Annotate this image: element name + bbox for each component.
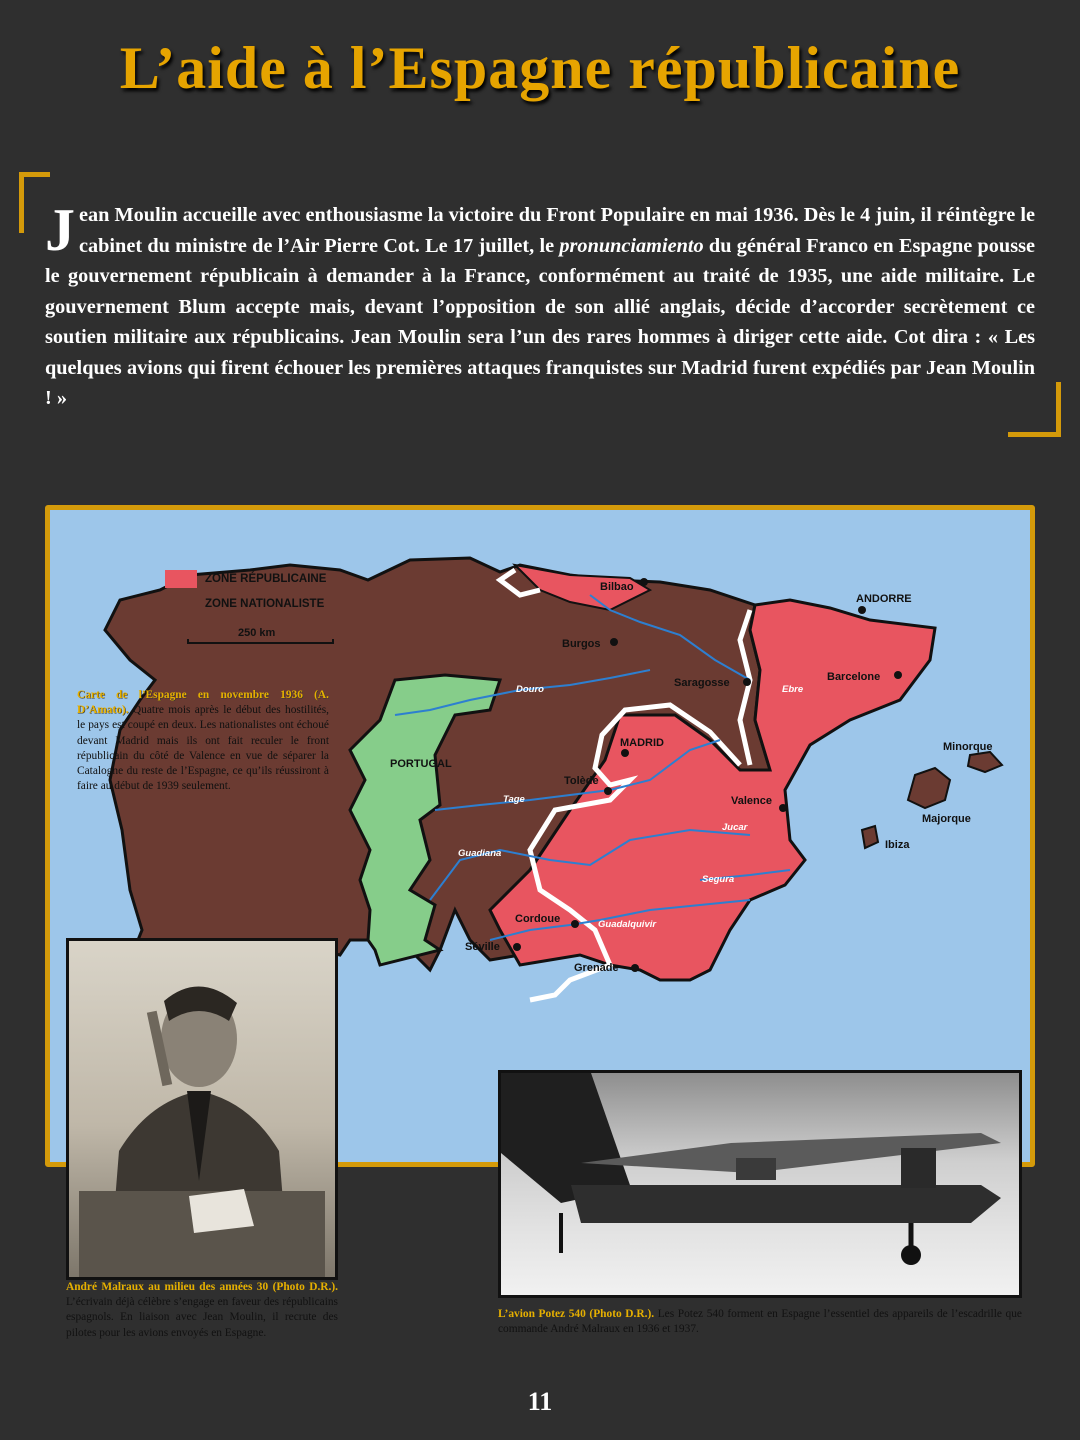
label-bilbao: Bilbao [600,581,634,593]
intro-emphasis: pronunciamiento [559,234,704,257]
label-segura: Segura [702,874,735,885]
label-andorre: ANDORRE [856,593,912,605]
ibiza [862,826,878,848]
legend-swatch-nationalist [165,595,197,613]
malraux-caption [66,1280,338,1341]
intro-paragraph [45,197,1035,414]
label-tolede: Tolède [564,775,599,787]
label-douro: Douro [516,684,544,695]
label-saragosse: Saragosse [674,677,730,689]
legend-label-republican: ZONE RÉPUBLICAINE [205,573,327,585]
label-grenade: Grenade [574,962,619,974]
potez-caption-text: Les Potez 540 forment en Espagne l’essentiel des appareils de l’escadrille que commande André Malraux en 1936 et 1937. [498,1308,1022,1336]
label-guadalquivir: Guadalquivir [598,919,657,930]
minorque [968,752,1002,772]
page-title: L’aide à l’Espagne républicaine [119,35,961,101]
label-madrid: MADRID [620,737,664,749]
potez-photo [498,1070,1022,1298]
label-ibiza: Ibiza [885,839,910,851]
label-cordoue: Cordoue [515,913,561,925]
intro-text-2: du général Franco en Espagne pousse le gouvernement républicain à demander à la France, conformément au traité de 1935, une aide militaire. Le gouvernement Blum accepte mais, devant l’opposition de son allié anglais, décide d’accorder secrètement ce soutien militaire aux républicains. Jean Moulin sera l’un des rares hommes à diriger cette aide. Cot dira : « Les quelques avions qui firent échouer les premières attaques franquistes sur Madrid furent expédiés par Jean Moulin ! » [45,234,1035,409]
label-barcelone: Barcelone [827,671,881,683]
potez-caption-lead: L’avion Potez 540 (Photo D.R.). [498,1308,655,1320]
map-caption [77,688,329,794]
label-majorque: Majorque [922,813,971,825]
legend-swatch-republican [165,570,197,588]
potez-aircraft [501,1073,1019,1295]
scale-label: 250 km [238,627,276,639]
label-burgos: Burgos [562,638,601,650]
label-portugal: PORTUGAL [390,758,452,770]
label-valence: Valence [731,795,772,807]
intro-text-1: ean Moulin accueille avec enthousiasme la victoire du Front Populaire en mai 1936. Dès le 4 juin, il réintègre le cabinet du ministre de l’Air Pierre Cot. Le 17 juillet, le [79,204,1035,257]
label-guadiana: Guadiana [458,848,502,859]
majorque [908,768,950,808]
map-caption-lead: Carte de l’Espagne en novembre 1936 (A. D’Amato). [77,689,329,717]
malraux-figure [69,941,335,1277]
label-seville: Séville [465,941,500,953]
drop-cap: J [45,197,75,263]
malraux-caption-text: L’écrivain déjà célèbre s’engage en faveur des républicains espagnols. En liaison avec Jean Moulin, il recrute des pilotes pour les avions envoyés en Espagne. [66,1296,338,1339]
scale-bar [187,639,334,644]
map-caption-text: Quatre mois après le début des hostilités, le pays est coupé en deux. Les nationalistes ont échoué devant Madrid mais ils ont fait reculer le front républicain du côté de Valence en vue de séparer la Catalogne du reste de l’Espagne, ce qu’ils réussiront à faire au début de 1939 seulement. [77,704,329,793]
page-number: 11 [527,1387,553,1416]
label-minorque: Minorque [943,741,993,753]
potez-caption [498,1307,1022,1337]
map-panel [45,505,1035,1339]
malraux-caption-lead: André Malraux au milieu des années 30 (Photo D.R.). [66,1281,338,1293]
legend-label-nationalist: ZONE NATIONALISTE [205,598,325,610]
label-tage: Tage [503,794,525,805]
malraux-photo [66,938,338,1280]
label-ebre: Ebre [782,684,804,695]
label-jucar: Jucar [722,822,748,833]
